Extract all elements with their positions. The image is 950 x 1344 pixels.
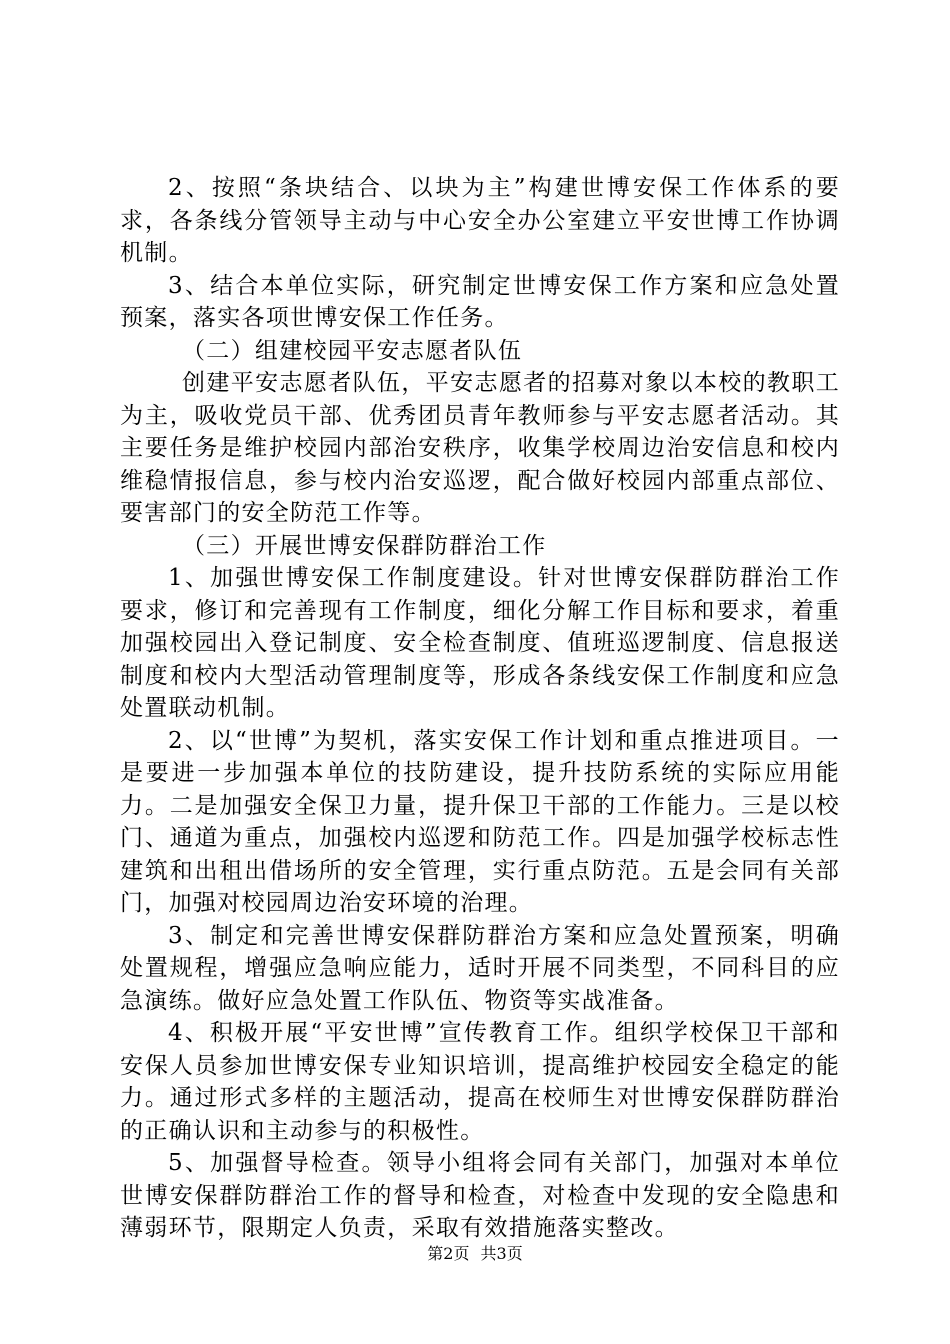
paragraph: 5、加强督导检查。领导小组将会同有关部门，加强对本单位世博安保群防群治工作的督导和检查，对检查中发现的安全隐患和薄弱环节，限期定人负责，采取有效措施落实整改。: [120, 1150, 840, 1241]
paragraph: 4、积极开展“平安世博”宣传教育工作。组织学校保卫干部和安保人员参加世博安保专业知识培训，提高维护校园安全稳定的能力。通过形式多样的主题活动，提高在校师生对世博安保群防群治的正确认识和主动参与的积极性。: [120, 1020, 840, 1144]
document-body: [120, 172, 840, 1245]
total-pages: 共3页: [480, 1244, 523, 1263]
paragraph: 2、以“世博”为契机，落实安保工作计划和重点推进项目。一是要进一步加强本单位的技防建设，提升技防系统的实际应用能力。二是加强安全保卫力量，提升保卫干部的工作能力。三是以校门、通道为重点，加强校内巡逻和防范工作。四是加强学校标志性建筑和出租出借场所的安全管理，实行重点防范。五是会同有关部门，加强对校园周边治安环境的治理。: [120, 727, 840, 916]
section-heading: （二）组建校园平安志愿者队伍: [182, 337, 523, 364]
paragraph: 1、加强世博安保工作制度建设。针对世博安保群防群治工作要求，修订和完善现有工作制度，细化分解工作目标和要求，着重加强校园出入登记制度、安全检查制度、值班巡逻制度、信息报送制度和校内大型活动管理制度等，形成各条线安保工作制度和应急处置联动机制。: [120, 565, 840, 721]
section-heading: （三）开展世博安保群防群治工作: [182, 532, 547, 559]
page-footer: [0, 1244, 950, 1264]
paragraph: 创建平安志愿者队伍，平安志愿者的招募对象以本校的教职工为主，吸收党员干部、优秀团员青年教师参与平安志愿者活动。其主要任务是维护校园内部治安秩序，收集学校周边治安信息和校内维稳情报信息，参与校内治安巡逻，配合做好校园内部重点部位、要害部门的安全防范工作等。: [120, 370, 840, 526]
paragraph: 2、按照“条块结合、以块为主”构建世博安保工作体系的要求，各条线分管领导主动与中心安全办公室建立平安世博工作协调机制。: [120, 175, 840, 266]
paragraph: 3、制定和完善世博安保群防群治方案和应急处置预案，明确处置规程，增强应急响应能力，适时开展不同类型，不同科目的应急演练。做好应急处置工作队伍、物资等实战准备。: [120, 922, 840, 1014]
paragraph: 3、结合本单位实际，研究制定世博安保工作方案和应急处置预案，落实各项世博安保工作任务。: [120, 272, 840, 331]
page-number: 第2页: [427, 1244, 470, 1263]
